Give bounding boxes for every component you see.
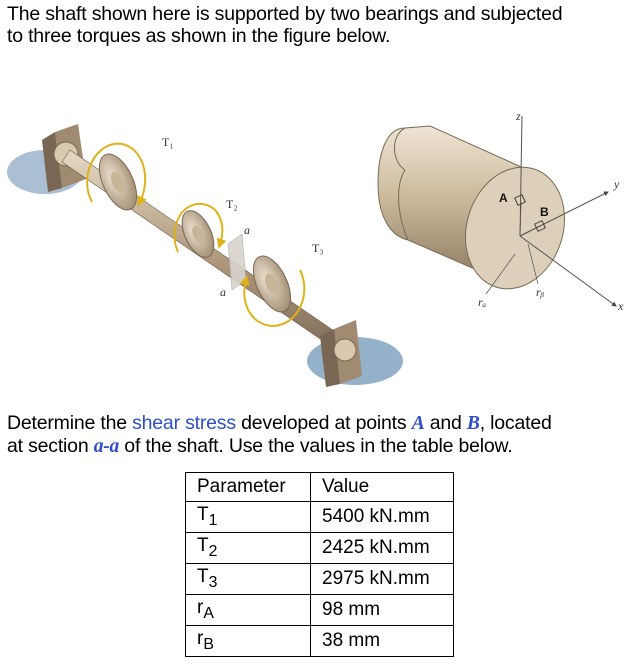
label-t3: T₃ bbox=[312, 241, 324, 255]
param-subscript: A bbox=[203, 604, 214, 622]
question-text: of the shaft. Use the values in the table below. bbox=[119, 435, 513, 457]
section-plane bbox=[228, 234, 246, 290]
table-header-row bbox=[186, 473, 454, 502]
param-symbol: T bbox=[197, 566, 209, 588]
param-cell bbox=[186, 533, 311, 564]
question-text: and bbox=[424, 412, 467, 434]
param-symbol: T bbox=[197, 504, 209, 526]
question-text: Determine the bbox=[7, 412, 133, 434]
param-subscript: 3 bbox=[208, 573, 218, 591]
table-row bbox=[186, 502, 454, 533]
header-value: Value bbox=[311, 473, 454, 502]
shear-stress-term: shear stress bbox=[132, 412, 236, 434]
question-text: at section bbox=[7, 435, 94, 457]
label-z: z bbox=[516, 109, 521, 123]
param-symbol: r bbox=[197, 597, 204, 619]
label-t1: T₁ bbox=[162, 135, 174, 149]
param-subscript: 1 bbox=[208, 511, 218, 529]
value-cell: 2425 kN.mm bbox=[311, 533, 454, 564]
point-b-var: B bbox=[466, 413, 480, 434]
intro-line-1: The shaft shown here is supported by two bearings and subjected bbox=[7, 3, 563, 25]
label-rb: rᵦ bbox=[536, 285, 545, 299]
intro-line-2: to three torques as shown in the figure below. bbox=[7, 25, 391, 47]
label-x: x bbox=[618, 299, 624, 313]
table-row bbox=[186, 533, 454, 564]
label-section-bottom: a bbox=[220, 285, 226, 299]
param-subscript: 2 bbox=[208, 542, 218, 560]
parameter-table bbox=[185, 472, 454, 657]
value-cell: 2975 kN.mm bbox=[311, 564, 454, 595]
value-cell: 98 mm bbox=[311, 595, 454, 626]
value-cell: 5400 kN.mm bbox=[311, 502, 454, 533]
question-line-1 bbox=[7, 412, 631, 435]
question-text: developed at points bbox=[235, 412, 412, 434]
param-cell bbox=[186, 502, 311, 533]
table-row bbox=[186, 564, 454, 595]
label-t2: T₂ bbox=[226, 197, 238, 211]
point-a-var: A bbox=[411, 413, 425, 434]
table-row bbox=[186, 595, 454, 626]
label-ra: rₐ bbox=[478, 295, 487, 309]
param-cell bbox=[186, 595, 311, 626]
label-section-top: a bbox=[244, 223, 250, 237]
value-cell: 38 mm bbox=[311, 626, 454, 657]
problem-intro bbox=[7, 3, 631, 47]
question-text: , located bbox=[479, 412, 552, 434]
label-point-b: B bbox=[540, 205, 549, 219]
question-line-2 bbox=[7, 435, 631, 458]
param-symbol: r bbox=[197, 628, 204, 650]
shaft-figure bbox=[0, 84, 634, 414]
problem-question bbox=[7, 412, 631, 458]
param-symbol: T bbox=[197, 535, 209, 557]
section-detail bbox=[378, 109, 624, 313]
param-cell bbox=[186, 564, 311, 595]
param-subscript: B bbox=[203, 635, 214, 653]
label-point-a: A bbox=[499, 191, 508, 205]
table-row bbox=[186, 626, 454, 657]
param-cell bbox=[186, 626, 311, 657]
shaft-assembly bbox=[7, 124, 403, 387]
section-var: a-a bbox=[93, 436, 120, 457]
label-y: y bbox=[614, 177, 620, 191]
header-parameter: Parameter bbox=[186, 473, 311, 502]
